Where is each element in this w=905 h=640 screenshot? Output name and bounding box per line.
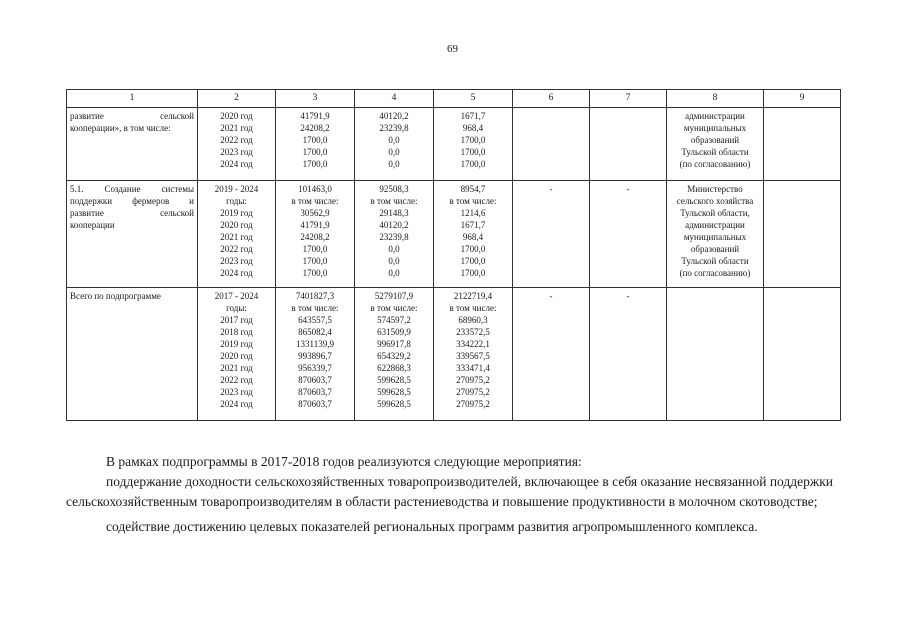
cell-line: 68960,3 [458, 315, 488, 325]
cell-line: 40120,2 [379, 111, 409, 121]
paragraph: В рамках подпрограммы в 2017-2018 годов реализуются следующие мероприятия: [106, 454, 582, 469]
cell-line: в том числе: [449, 303, 497, 313]
cell-line: 631509,9 [377, 327, 411, 337]
cell-line: 968,4 [462, 232, 484, 242]
name-line [70, 290, 194, 302]
measure-name-cell [67, 108, 198, 181]
cell-line: 968,4 [462, 123, 484, 133]
cell-line: 0,0 [388, 135, 400, 145]
name-word: системы [161, 184, 194, 194]
table-header-row [67, 90, 841, 108]
cell-line: 2022 год [220, 375, 253, 385]
cell-line: 0,0 [388, 147, 400, 157]
cell-line: 1700,0 [302, 147, 328, 157]
cell-line: образований [690, 135, 740, 145]
cell-line: 29148,3 [379, 208, 409, 218]
years-cell [198, 288, 276, 421]
cell-line: (по согласованию) [679, 268, 751, 278]
dash-cell: - [590, 181, 667, 288]
cell-line: 333471,4 [456, 363, 490, 373]
cell-line: 622868,3 [377, 363, 411, 373]
result-cell [764, 108, 841, 181]
executor-cell [667, 181, 764, 288]
cell-line: 599628,5 [377, 375, 411, 385]
table-row [67, 181, 841, 288]
dash-cell: - [590, 288, 667, 421]
cell-line: 2019 год [220, 339, 253, 349]
header-cell: 2 [198, 90, 276, 108]
cell-line: 996917,8 [377, 339, 411, 349]
header-cell: 8 [667, 90, 764, 108]
cell-line: 30562,9 [300, 208, 330, 218]
cell-line: годы: [226, 303, 247, 313]
cell-line: 2021 год [220, 363, 253, 373]
dash-cell [590, 108, 667, 181]
cell-line: 1700,0 [460, 147, 486, 157]
subprogram-table [66, 89, 841, 421]
name-line [70, 219, 194, 231]
cell-line: 23239,8 [379, 123, 409, 133]
cell-line: 270975,2 [456, 399, 490, 409]
result-cell [764, 181, 841, 288]
cell-line: 23239,8 [379, 232, 409, 242]
cell-line: 2020 год [220, 351, 253, 361]
cell-line: 2024 год [220, 268, 253, 278]
amount-cell [276, 288, 355, 421]
header-cell: 1 [67, 90, 198, 108]
cell-line: 41791,9 [300, 111, 330, 121]
cell-line: 1700,0 [460, 244, 486, 254]
cell-line: 2022 год [220, 135, 253, 145]
cell-line: 0,0 [388, 159, 400, 169]
cell-line: 870603,7 [298, 399, 332, 409]
cell-line: 574597,2 [377, 315, 411, 325]
cell-line: 2017 - 2024 [214, 291, 259, 301]
cell-line: 2024 год [220, 159, 253, 169]
cell-line: 40120,2 [379, 220, 409, 230]
name-word: развитие [70, 111, 104, 121]
cell-line: Тульской области, [680, 208, 750, 218]
cell-line: 2017 год [220, 315, 253, 325]
cell-line: 7401827,3 [295, 291, 335, 301]
cell-line: 654329,2 [377, 351, 411, 361]
cell-line: в том числе: [370, 196, 418, 206]
name-word: развитие [70, 208, 104, 218]
cell-line: 1700,0 [460, 159, 486, 169]
cell-line: 0,0 [388, 256, 400, 266]
name-line [70, 195, 194, 207]
cell-line: 956339,7 [298, 363, 332, 373]
cell-line: 870603,7 [298, 375, 332, 385]
name-line [70, 183, 194, 195]
name-word: кооперации [70, 220, 115, 230]
amount-cell [276, 181, 355, 288]
dash-cell [513, 108, 590, 181]
page-number: 69 [447, 43, 458, 55]
cell-line: 270975,2 [456, 375, 490, 385]
body-text [66, 452, 833, 537]
cell-line: 2018 год [220, 327, 253, 337]
executor-cell [667, 288, 764, 421]
cell-line: 1700,0 [302, 135, 328, 145]
cell-line: 1671,7 [460, 220, 486, 230]
name-word: сельской [160, 208, 194, 218]
header-cell: 9 [764, 90, 841, 108]
cell-line: 2122719,4 [453, 291, 493, 301]
name-word: 5.1. [70, 184, 84, 194]
table-row [67, 288, 841, 421]
cell-line: 233572,5 [456, 327, 490, 337]
cell-line: 2021 год [220, 123, 253, 133]
cell-line: в том числе: [370, 303, 418, 313]
header-cell: 3 [276, 90, 355, 108]
cell-line: 0,0 [388, 244, 400, 254]
header-cell: 7 [590, 90, 667, 108]
cell-line: Тульской области [681, 256, 749, 266]
cell-line: годы: [226, 196, 247, 206]
cell-line: Министерство [687, 184, 743, 194]
cell-line: 1700,0 [302, 256, 328, 266]
years-cell [198, 108, 276, 181]
cell-line: 1700,0 [460, 268, 486, 278]
cell-line: 0,0 [388, 268, 400, 278]
cell-line: в том числе: [291, 196, 339, 206]
cell-line: 870603,7 [298, 387, 332, 397]
cell-line: 599628,5 [377, 387, 411, 397]
amount-cell [434, 108, 513, 181]
cell-line: 2023 год [220, 387, 253, 397]
cell-line: в том числе: [291, 303, 339, 313]
name-word: Всего по подпрограмме [70, 291, 161, 301]
name-line [70, 110, 194, 122]
header-cell: 4 [355, 90, 434, 108]
amount-cell [355, 181, 434, 288]
amount-cell [355, 288, 434, 421]
name-word: поддержки [70, 196, 113, 206]
cell-line: 993896,7 [298, 351, 332, 361]
cell-line: 1671,7 [460, 111, 486, 121]
cell-line: 2020 год [220, 111, 253, 121]
cell-line: 1331139,9 [296, 339, 334, 349]
cell-line: 2023 год [220, 147, 253, 157]
measure-name-cell [67, 288, 198, 421]
paragraph: поддержание доходности сельскохозяйственных товаропроизводителей, включающее в себя оказание несвязанной поддержки сельскохозяйственным товаропроизводителям в области растениеводства и повышение продуктивности в молочном скотоводстве; [66, 474, 833, 509]
cell-line: муниципальных [683, 123, 747, 133]
cell-line: 270975,2 [456, 387, 490, 397]
cell-line: 2022 год [220, 244, 253, 254]
cell-line: 24208,2 [300, 232, 330, 242]
cell-line: 2020 год [220, 220, 253, 230]
cell-line: 1700,0 [302, 244, 328, 254]
measure-name-cell [67, 181, 198, 288]
cell-line: 334222,1 [456, 339, 490, 349]
cell-line: 2019 - 2024 [214, 184, 259, 194]
name-line [70, 122, 194, 134]
cell-line: в том числе: [449, 196, 497, 206]
cell-line: 1700,0 [302, 159, 328, 169]
years-cell [198, 181, 276, 288]
cell-line: 643557,5 [298, 315, 332, 325]
cell-line: 92508,3 [379, 184, 409, 194]
cell-line: 1700,0 [460, 135, 486, 145]
cell-line: 2023 год [220, 256, 253, 266]
result-cell [764, 288, 841, 421]
cell-line: 599628,5 [377, 399, 411, 409]
table-row [67, 108, 841, 181]
dash-cell: - [513, 288, 590, 421]
cell-line: муниципальных [683, 232, 747, 242]
name-word: кооперации», в том числе: [70, 123, 171, 133]
cell-line: 8954,7 [460, 184, 486, 194]
name-line [70, 207, 194, 219]
amount-cell [434, 288, 513, 421]
paragraph: содействие достижению целевых показателей региональных программ развития агропромышленного комплекса. [106, 519, 758, 534]
cell-line: 1214,6 [460, 208, 486, 218]
cell-line: 24208,2 [300, 123, 330, 133]
name-word: сельской [160, 111, 194, 121]
cell-line: Тульской области [681, 147, 749, 157]
executor-cell [667, 108, 764, 181]
cell-line: администрации [685, 220, 745, 230]
cell-line: 865082,4 [298, 327, 332, 337]
cell-line: (по согласованию) [679, 159, 751, 169]
cell-line: администрации [685, 111, 745, 121]
cell-line: 2024 год [220, 399, 253, 409]
cell-line: 5279107,9 [374, 291, 414, 301]
cell-line: 1700,0 [302, 268, 328, 278]
amount-cell [276, 108, 355, 181]
name-word: и [189, 196, 194, 206]
dash-cell: - [513, 181, 590, 288]
cell-line: сельского хозяйства [676, 196, 754, 206]
header-cell: 6 [513, 90, 590, 108]
cell-line: 41791,9 [300, 220, 330, 230]
cell-line: 101463,0 [298, 184, 332, 194]
header-cell: 5 [434, 90, 513, 108]
cell-line: 2021 год [220, 232, 253, 242]
cell-line: 2019 год [220, 208, 253, 218]
cell-line: образований [690, 244, 740, 254]
cell-line: 1700,0 [460, 256, 486, 266]
name-word: Создание [104, 184, 141, 194]
amount-cell [434, 181, 513, 288]
cell-line: 339567,5 [456, 351, 490, 361]
name-word: фермеров [132, 196, 170, 206]
amount-cell [355, 108, 434, 181]
